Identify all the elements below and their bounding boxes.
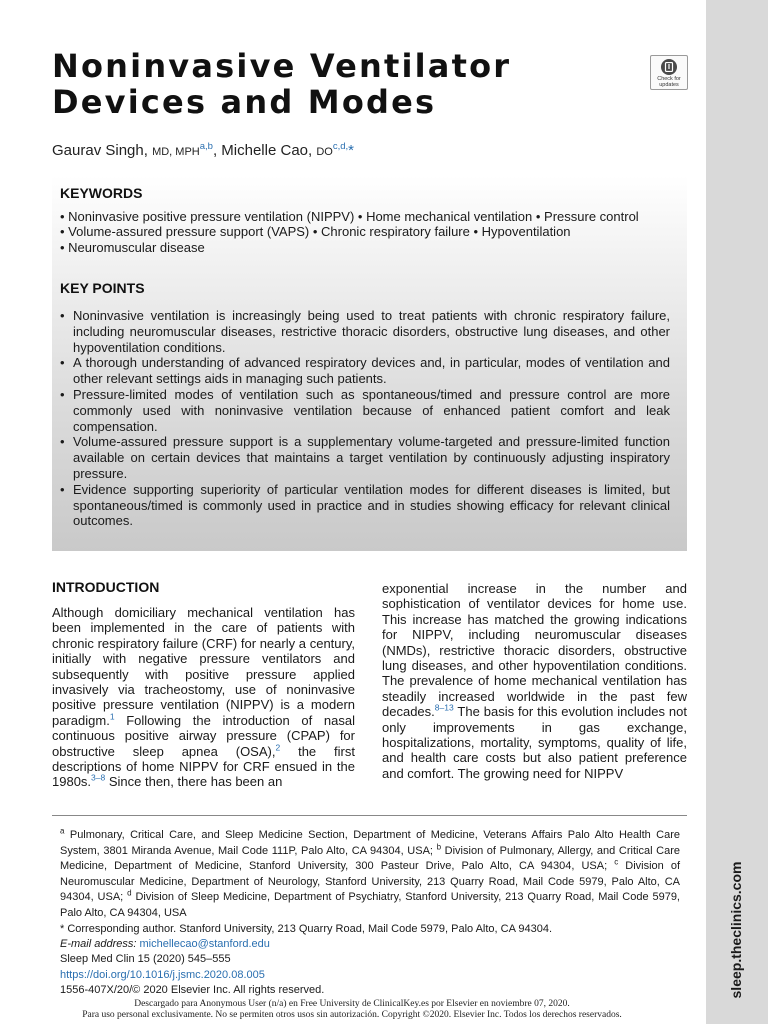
keywords-line-2: • Volume-assured pressure support (VAPS) • Chronic respiratory failure • Hypoventilation bbox=[60, 224, 571, 239]
reference-link[interactable]: 1 bbox=[109, 711, 115, 722]
affiliation-text: Division of Pulmonary, Allergy, and Critical Care Medicine, Department of Medicine, Stanford University, 300 Pasteur Drive, Palo Alto, CA 94304, USA; bbox=[60, 844, 680, 873]
key-point-text: Noninvasive ventilation is increasingly being used to treat patients with chronic respiratory failure, including neuromuscular diseases, restrictive thoracic disorders, obstructive lung diseases, and other hypoventilation conditions. bbox=[73, 308, 670, 355]
key-points-list bbox=[60, 308, 670, 529]
affiliation-mark: d bbox=[127, 888, 132, 898]
keywords-heading: KEYWORDS bbox=[60, 185, 143, 201]
footnote-divider bbox=[52, 815, 687, 816]
key-point-item: • Evidence supporting superiority of particular ventilation modes for different diseases is limited, but spontaneous/timed is commonly used in practice and in studies showing efficacy for relevant clinical outcomes. bbox=[60, 481, 670, 529]
key-point-item: • Pressure-limited modes of ventilation such as spontaneous/timed and pressure control are more commonly used with noninvasive ventilation because of enhanced patient comfort and leak compensation. bbox=[60, 386, 670, 434]
author-1-affiliation-ref[interactable]: a,b bbox=[199, 141, 213, 152]
affiliation-text: Pulmonary, Critical Care, and Sleep Medicine Section, Department of Medicine, Veterans Affairs Palo Alto Health Care System, 3801 Miranda Avenue, Mail Code 111P, Palo Alto, CA 94304, USA; bbox=[60, 829, 680, 857]
download-notice-line-2: Para uso personal exclusivamente. No se permiten otros usos sin autorización. Copyright ©2020. Elsevier Inc. Todos los derechos reservados. bbox=[82, 1010, 622, 1020]
key-point-text: Volume-assured pressure support is a supplementary volume-targeted and pressure-limited function available on certain devices that maintains a target ventilation by continuously adjusting inspiratory pressure. bbox=[73, 434, 670, 481]
keywords-line-1: • Noninvasive positive pressure ventilation (NIPPV) • Home mechanical ventilation • Pressure control bbox=[60, 209, 639, 224]
check-for-updates-button[interactable] bbox=[650, 55, 688, 90]
author-2-name: Michelle Cao, bbox=[221, 142, 317, 159]
author-separator: , bbox=[212, 142, 222, 159]
key-point-text: Pressure-limited modes of ventilation such as spontaneous/timed and pressure control are more commonly used with noninvasive ventilation because of enhanced patient comfort and leak compensation. bbox=[73, 386, 670, 434]
author-2-degree: DO bbox=[316, 146, 333, 158]
intro-text: the first descriptions of home NIPPV for CRF ensued in the 1980s. bbox=[52, 743, 355, 790]
intro-text: Although domiciliary mechanical ventilation has been implemented in the care of patients with chronic respiratory failure (CRF) for nearly a century, initially with negative pressure ventilators and subsequently with positive pressure applied invasively via tracheostomy, use of noninvasive positive pressure ventilation (NIPPV) is a modern paradigm. bbox=[52, 605, 355, 728]
key-point-text: Evidence supporting superiority of particular ventilation modes for different diseases is limited, but spontaneous/timed is commonly used in practice and in studies showing efficacy for relevant clinical outcomes. bbox=[73, 481, 670, 529]
title-line-2: Devices and Modes bbox=[52, 83, 437, 121]
affiliation-text: Division of Sleep Medicine, Department of Psychiatry, Stanford University, 213 Quarry Road, Mail Code 5979, Palo Alto, CA 94304, USA bbox=[60, 891, 680, 919]
journal-citation: Sleep Med Clin 15 (2020) 545–555 bbox=[60, 953, 231, 965]
keywords-line-3: • Neuromuscular disease bbox=[60, 240, 205, 255]
introduction-heading: INTRODUCTION bbox=[52, 579, 160, 595]
key-point-text: A thorough understanding of advanced respiratory devices and, in particular, modes of ventilation and other relevant settings aids in managing such patients. bbox=[73, 355, 670, 387]
affiliation-mark: c bbox=[614, 857, 619, 867]
intro-text: exponential increase in the number and sophistication of ventilator devices for home use. This increase has matched the growing indications for NIPPV, including neuromuscular diseases (NMDs), restrictive thoracic disorders, obstructive lung diseases, and other hypoventilation conditions. The prevalence of home mechanical ventilation has steadily increased worldwide in the past few decades. bbox=[382, 581, 687, 720]
email-label: E-mail address: bbox=[60, 938, 137, 951]
issn-copyright: 1556-407X/20/© 2020 Elsevier Inc. All rights reserved. bbox=[60, 984, 325, 996]
citation-block bbox=[60, 952, 324, 999]
affiliations bbox=[60, 828, 680, 953]
affiliation-mark: b bbox=[436, 841, 442, 851]
intro-text: The basis for this evolution includes not only improvements in gas exchange, hospitalizations, mortality, symptoms, quality of life, and health care costs but also patient preference and comfort. The growing need for NIPPV bbox=[382, 704, 687, 781]
body-column-right bbox=[382, 581, 687, 781]
doi-link[interactable]: https://doi.org/10.1016/j.jsmc.2020.08.005 bbox=[60, 968, 265, 981]
author-1-degree: MD, MPH bbox=[152, 146, 200, 158]
reference-link[interactable]: 2 bbox=[275, 742, 281, 753]
badge-line-2: updates bbox=[659, 82, 679, 88]
reference-link[interactable]: 3–8 bbox=[91, 773, 106, 784]
keywords-keypoints-box bbox=[52, 176, 687, 551]
article-title bbox=[52, 48, 612, 120]
author-2-affiliation-ref[interactable]: c,d, bbox=[332, 141, 349, 152]
key-point-item: • Noninvasive ventilation is increasingly being used to treat patients with chronic respiratory failure, including neuromuscular diseases, restrictive thoracic disorders, obstructive lung diseases, and other hypoventilation conditions. bbox=[60, 308, 670, 355]
author-list bbox=[52, 141, 354, 159]
corresponding-author-mark[interactable]: * bbox=[348, 142, 354, 159]
affiliation-text: Division of Neuromuscular Medicine, Department of Neurology, Stanford University, 213 Quarry Road, Mail Code 5979, Palo Alto, CA 94304, USA; bbox=[60, 860, 681, 904]
intro-text: Following the introduction of nasal continuous positive airway pressure (CPAP) for obstructive sleep apnea (OSA), bbox=[52, 712, 355, 759]
key-point-item: • Volume-assured pressure support is a supplementary volume-targeted and pressure-limited function available on certain devices that maintains a target ventilation by continuously adjusting inspiratory pressure. bbox=[60, 434, 670, 481]
affiliation-mark: a bbox=[60, 826, 65, 836]
badge-line-1: Check for bbox=[657, 76, 681, 82]
download-notice-line-1: Descargado para Anonymous User (n/a) en Free University de ClinicalKey.es por Elsevier en noviembre 07, 2020. bbox=[134, 999, 570, 1009]
key-point-item: • A thorough understanding of advanced respiratory devices and, in particular, modes of ventilation and other relevant settings aids in managing such patients. bbox=[60, 355, 670, 387]
journal-site-url[interactable]: sleep.theclinics.com bbox=[728, 861, 744, 999]
corresponding-author-note: * Corresponding author. Stanford University, 213 Quarry Road, Mail Code 5979, Palo Alto, CA 94304. bbox=[60, 922, 553, 935]
key-points-heading: KEY POINTS bbox=[60, 280, 145, 296]
reference-link[interactable]: 8–13 bbox=[434, 702, 454, 713]
author-1-name: Gaurav Singh, bbox=[52, 142, 153, 159]
title-line-1: Noninvasive Ventilator bbox=[52, 47, 512, 85]
check-updates-icon bbox=[661, 59, 677, 75]
intro-text: Since then, there has been an bbox=[105, 774, 283, 790]
body-column-left bbox=[52, 605, 355, 790]
email-link[interactable]: michellecao@stanford.edu bbox=[139, 938, 270, 951]
